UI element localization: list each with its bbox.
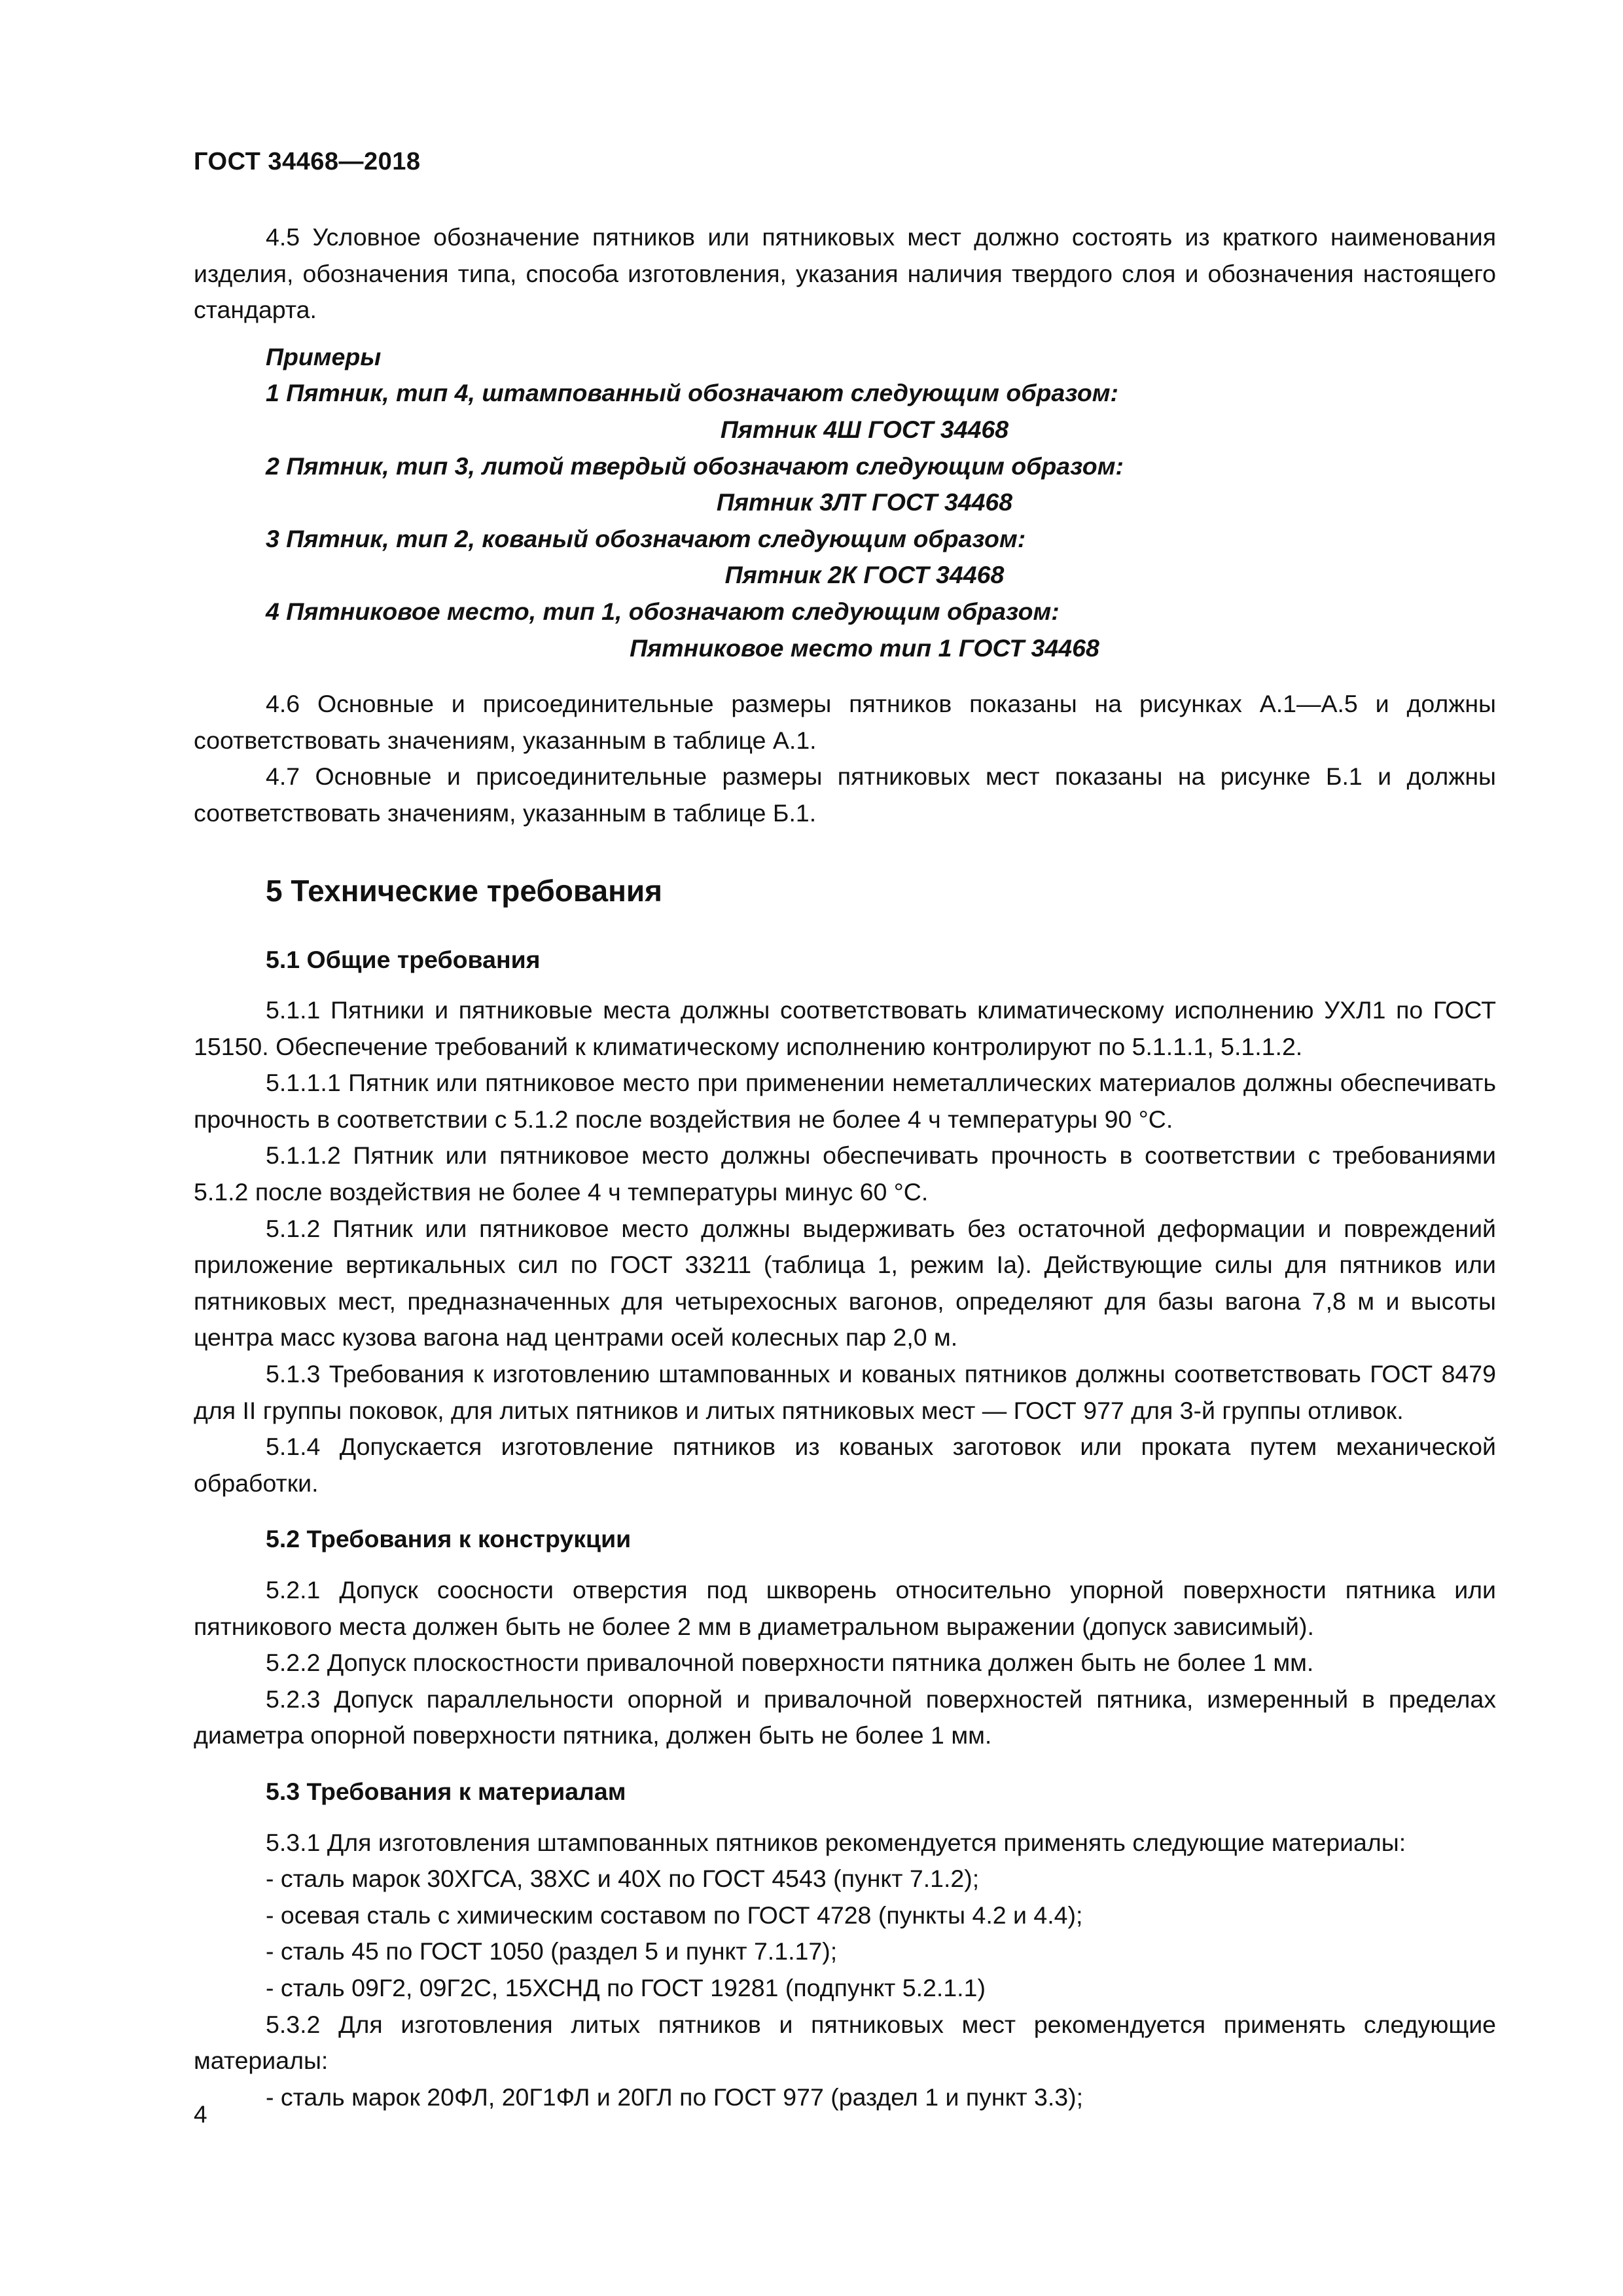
example-4-designation: Пятниковое место тип 1 ГОСТ 34468 [630,634,1099,662]
paragraph-5-2-3: 5.2.3 Допуск параллельности опорной и привалочной поверхностей пятника, измеренный в пределах диаметра опорной поверхности пятника, должен быть не более 1 мм. [194,1685,1496,1749]
section-5-heading: 5 Технические требования [266,873,662,908]
subsection-5-2-heading: 5.2 Требования к конструкции [266,1525,632,1553]
examples-title: Примеры [266,342,382,370]
paragraph-5-1-1: 5.1.1 Пятники и пятниковые места должны соответствовать климатическому исполнению УХЛ1 по ГОСТ 15150. Обеспечение требований к климатическому исполнению контролируют по 5.1.1.1, 5.1.1.2. [194,996,1496,1060]
paragraph-5-1-4: 5.1.4 Допускается изготовление пятников из кованых заготовок или проката путем механической обработки. [194,1433,1496,1497]
paragraph-5-1-2: 5.1.2 Пятник или пятниковое место должны выдерживать без остаточной деформации и повреждений приложение вертикальных сил по ГОСТ 33211 (таблица 1, режим Iа). Действующие силы для пятников или пятниковых мест, предназначенных для четырехосных вагонов, определяют для базы вагона 7,8 м и высоты центра масс кузова вагона над центрами осей колесных пар 2,0 м. [194,1214,1496,1352]
example-2-designation: Пятник 3ЛТ ГОСТ 34468 [716,488,1013,516]
example-1-designation: Пятник 4Ш ГОСТ 34468 [720,415,1009,443]
list-item: - сталь 45 по ГОСТ 1050 (раздел 5 и пункт 7.1.17); [266,1937,838,1965]
list-item: - сталь марок 20ФЛ, 20Г1ФЛ и 20ГЛ по ГОСТ 977 (раздел 1 и пункт 3.3); [266,2083,1084,2111]
page-number: 4 [194,2101,207,2128]
example-3-designation: Пятник 2К ГОСТ 34468 [724,561,1005,589]
example-4-text: 4 Пятниковое место, тип 1, обозначают следующим образом: [266,597,1060,625]
example-3-text: 3 Пятник, тип 2, кованый обозначают следующим образом: [266,524,1026,552]
example-1-text: 1 Пятник, тип 4, штампованный обозначают следующим образом: [266,379,1119,407]
paragraph-5-1-3: 5.1.3 Требования к изготовлению штампованных и кованых пятников должны соответствовать ГОСТ 8479 для II группы поковок, для литых пятников и литых пятниковых мест — ГОСТ 977 для 3-й группы отливок. [194,1360,1496,1424]
paragraph-4-7: 4.7 Основные и присоединительные размеры пятниковых мест показаны на рисунке Б.1 и должны соответствовать значениям, указанным в таблице Б.1. [194,762,1496,827]
paragraph-5-1-1-2: 5.1.1.2 Пятник или пятниковое место должны обеспечивать прочность в соответствии с требованиями 5.1.2 после воздействия не более 4 ч температуры минус 60 °С. [194,1141,1496,1206]
paragraph-5-3-2: 5.3.2 Для изготовления литых пятников и пятниковых мест рекомендуется применять следующие материалы: [194,2010,1496,2075]
paragraph-4-6: 4.6 Основные и присоединительные размеры пятников показаны на рисунках А.1—А.5 и должны соответствовать значениям, указанным в таблице А.1. [194,690,1496,754]
example-2-text: 2 Пятник, тип 3, литой твердый обозначают следующим образом: [266,452,1124,480]
paragraph-5-3-1: 5.3.1 Для изготовления штампованных пятников рекомендуется применять следующие материалы: [266,1828,1406,1856]
paragraph-5-1-1-1: 5.1.1.1 Пятник или пятниковое место при применении неметаллических материалов должны обеспечивать прочность в соответствии с 5.1.2 после воздействия не более 4 ч температуры 90 °С. [194,1069,1496,1133]
subsection-5-1-heading: 5.1 Общие требования [266,945,541,973]
paragraph-5-2-1: 5.2.1 Допуск соосности отверстия под шкворень относительно упорной поверхности пятника или пятникового места должен быть не более 2 мм в диаметральном выражении (допуск зависимый). [194,1576,1496,1640]
document-body [194,219,1496,2115]
paragraph-5-2-2: 5.2.2 Допуск плоскостности привалочной поверхности пятника должен быть не более 1 мм. [266,1649,1314,1677]
list-item: - сталь марок 30ХГСА, 38ХС и 40Х по ГОСТ 4543 (пункт 7.1.2); [266,1865,980,1893]
list-item: - осевая сталь с химическим составом по ГОСТ 4728 (пункты 4.2 и 4.4); [266,1901,1083,1929]
document-header: ГОСТ 34468—2018 [194,148,421,175]
subsection-5-3-heading: 5.3 Требования к материалам [266,1777,626,1805]
list-item: - сталь 09Г2, 09Г2С, 15ХСНД по ГОСТ 19281 (подпункт 5.2.1.1) [266,1973,986,2001]
paragraph-4-5: 4.5 Условное обозначение пятников или пятниковых мест должно состоять из краткого наименования изделия, обозначения типа, способа изготовления, указания наличия твердого слоя и обозначения настоящего стандарта. [194,223,1496,324]
